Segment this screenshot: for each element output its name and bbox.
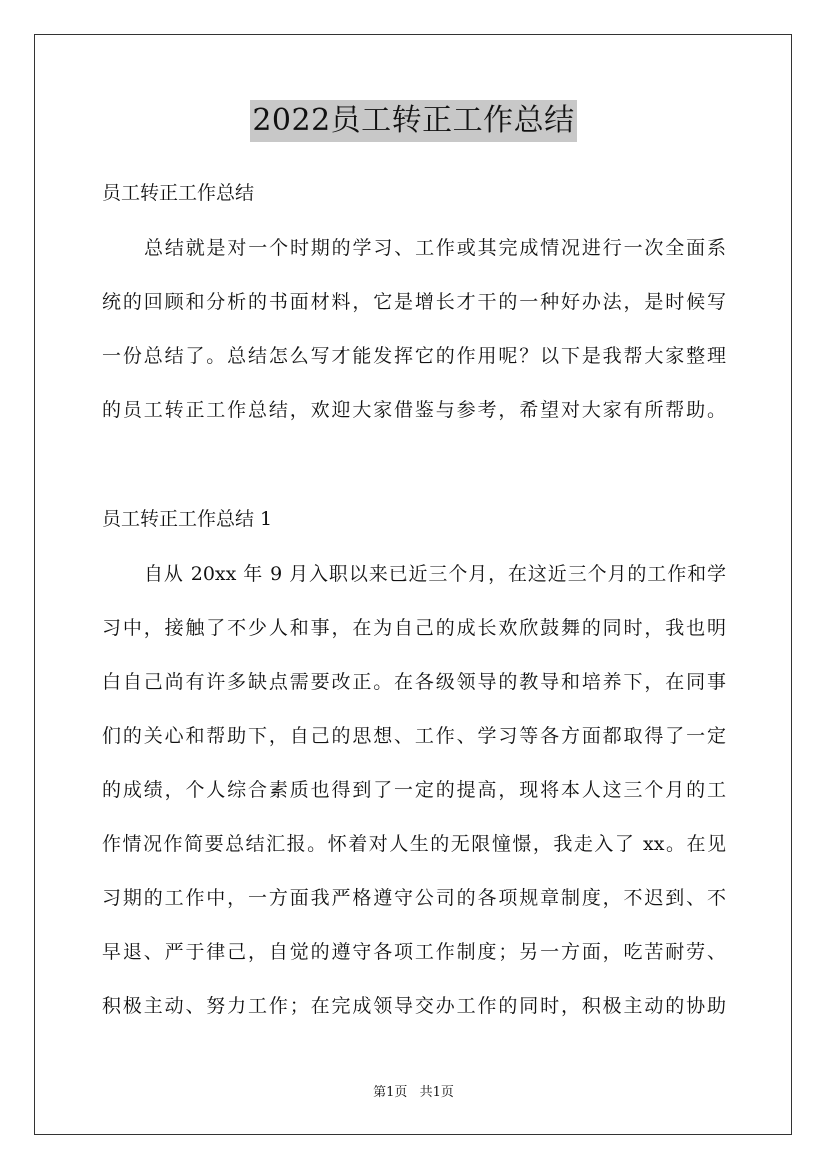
paragraph-line: 习期的工作中，一方面我严格遵守公司的各项规章制度，不迟到、不: [102, 887, 726, 909]
paragraph-line: 的员工转正工作总结，欢迎大家借鉴与参考，希望对大家有所帮助。: [102, 399, 726, 421]
paragraph-line: 自从 20xx 年 9 月入职以来已近三个月，在这近三个月的工作和学: [144, 563, 726, 585]
paragraph-line: 白自己尚有许多缺点需要改正。在各级领导的教导和培养下，在同事: [102, 671, 726, 693]
paragraph-line: 一份总结了。总结怎么写才能发挥它的作用呢？以下是我帮大家整理: [102, 345, 726, 367]
paragraph-line: 的成绩，个人综合素质也得到了一定的提高，现将本人这三个月的工: [102, 779, 726, 801]
page-footer: [0, 1085, 827, 1101]
paragraph-line: 作情况作简要总结汇报。怀着对人生的无限憧憬，我走入了 xx。在见: [102, 833, 726, 855]
section-heading: 员工转正工作总结 1: [102, 508, 273, 530]
paragraph-line: 们的关心和帮助下，自己的思想、工作、学习等各方面都取得了一定: [102, 725, 726, 747]
title-block: [0, 100, 827, 142]
page-total: 共1页: [419, 1085, 454, 1100]
paragraph-line: 积极主动、努力工作；在完成领导交办工作的同时，积极主动的协助: [102, 995, 726, 1017]
paragraph-line: 早退、严于律己，自觉的遵守各项工作制度；另一方面，吃苦耐劳、: [102, 941, 726, 963]
paragraph-line: 总结就是对一个时期的学习、工作或其完成情况进行一次全面系: [144, 237, 726, 259]
page-number: 第1页: [373, 1085, 408, 1100]
section-heading: 员工转正工作总结: [102, 182, 255, 204]
paragraph-line: 习中，接触了不少人和事，在为自己的成长欢欣鼓舞的同时，我也明: [102, 617, 726, 639]
document-title: 2022员工转正工作总结: [250, 100, 576, 142]
paragraph-line: 统的回顾和分析的书面材料，它是增长才干的一种好办法，是时候写: [102, 291, 726, 313]
